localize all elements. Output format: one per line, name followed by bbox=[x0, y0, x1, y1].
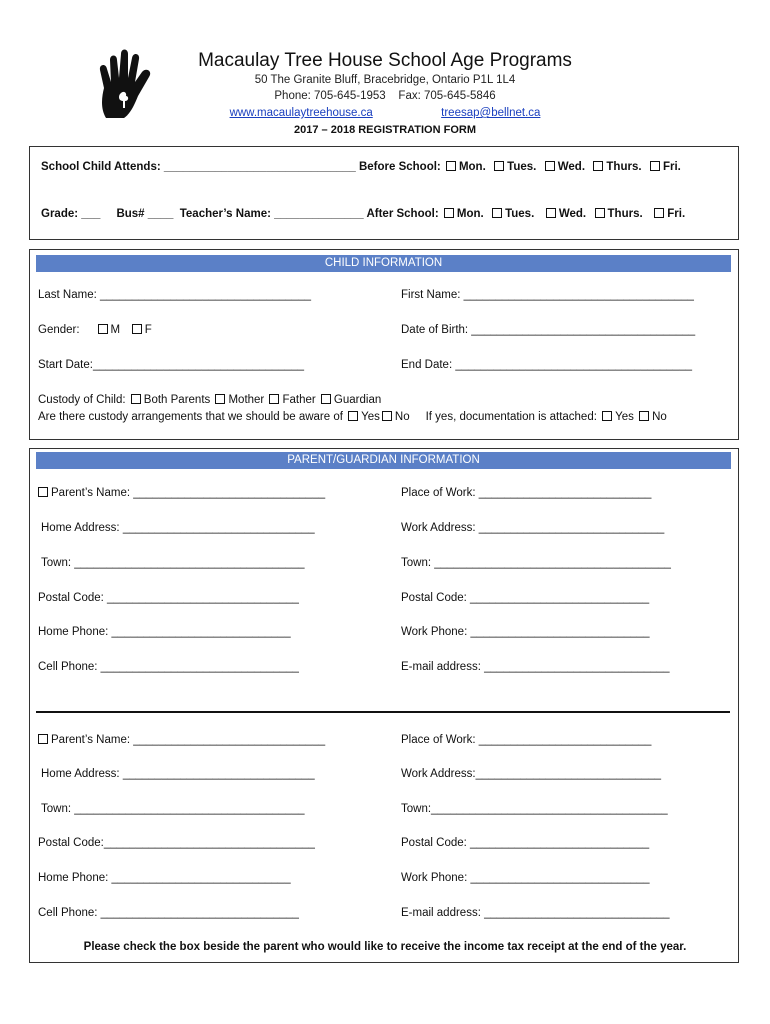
parent1-work-postal-code-field[interactable]: Postal Code: ____________________________ bbox=[401, 592, 650, 604]
arrangements-yes-checkbox[interactable] bbox=[348, 411, 358, 421]
parent-info-heading: PARENT/GUARDIAN INFORMATION bbox=[36, 452, 731, 469]
contact-links bbox=[0, 107, 770, 119]
parent2-place-of-work-field[interactable]: Place of Work: ___________________________ bbox=[401, 734, 652, 746]
school-attends-field[interactable]: School Child Attends: ______________________________ bbox=[41, 161, 356, 173]
custody-label: Custody of Child: bbox=[38, 394, 126, 406]
arrangements-no-checkbox[interactable] bbox=[382, 411, 392, 421]
address-line: 50 The Granite Bluff, Bracebridge, Ontario P1L 1L4 bbox=[254, 74, 516, 86]
before-school-label: Before School: bbox=[358, 161, 441, 173]
parent2-home-address-field[interactable]: Home Address: ______________________________ bbox=[41, 768, 315, 780]
last-name-field[interactable]: Last Name: _________________________________ bbox=[38, 289, 312, 301]
end-date-field[interactable]: End Date: _____________________________________ bbox=[401, 359, 692, 371]
after-tue-checkbox[interactable] bbox=[492, 208, 502, 218]
custody-mother-checkbox[interactable] bbox=[215, 394, 225, 404]
gender-label: Gender: bbox=[38, 324, 80, 336]
gender-row bbox=[38, 324, 152, 336]
parent1-work-phone-field[interactable]: Work Phone: ____________________________ bbox=[401, 626, 650, 638]
school-info-row1 bbox=[41, 161, 681, 173]
parent1-cell-phone-field[interactable]: Cell Phone: _______________________________ bbox=[38, 661, 299, 673]
parent2-name-field[interactable]: Parent’s Name: ______________________________ bbox=[51, 734, 326, 746]
gender-f-label: F bbox=[144, 324, 152, 336]
documentation-yes-checkbox[interactable] bbox=[602, 411, 612, 421]
gender-m-label: M bbox=[110, 324, 121, 336]
school-info-row2 bbox=[41, 208, 685, 220]
parent-separator bbox=[36, 711, 730, 713]
parent1-home-address-field[interactable]: Home Address: ______________________________ bbox=[41, 522, 315, 534]
before-school-days: Mon. Tues. Wed. Thurs. Fri. bbox=[444, 161, 681, 173]
parent2-receipt-checkbox[interactable] bbox=[38, 734, 48, 744]
parent1-work-address-field[interactable]: Work Address: _____________________________ bbox=[401, 522, 665, 534]
after-school-days: Mon. Tues. Wed. Thurs. Fri. bbox=[442, 208, 685, 220]
parent2-home-phone-field[interactable]: Home Phone: ____________________________ bbox=[38, 872, 291, 884]
before-wed-checkbox[interactable] bbox=[545, 161, 555, 171]
gender-f-checkbox[interactable] bbox=[132, 324, 142, 334]
parent2-work-address-field[interactable]: Work Address:_____________________________ bbox=[401, 768, 662, 780]
teacher-field[interactable]: Teacher’s Name: ______________ bbox=[179, 208, 364, 220]
gender-m-checkbox[interactable] bbox=[98, 324, 108, 334]
parent1-postal-code-field[interactable]: Postal Code: ______________________________ bbox=[38, 592, 299, 604]
start-date-field[interactable]: Start Date:_________________________________ bbox=[38, 359, 305, 371]
documentation-no-checkbox[interactable] bbox=[639, 411, 649, 421]
phone-fax-line: Phone: 705-645-1953 Fax: 705-645-5846 bbox=[274, 90, 496, 102]
page-title: Macaulay Tree House School Age Programs bbox=[198, 50, 572, 71]
parent2-work-phone-field[interactable]: Work Phone: ____________________________ bbox=[401, 872, 650, 884]
website-link[interactable]: www.macaulaytreehouse.ca bbox=[229, 107, 373, 119]
after-thu-checkbox[interactable] bbox=[595, 208, 605, 218]
custody-both-checkbox[interactable] bbox=[131, 394, 141, 404]
parent1-email-field[interactable]: E-mail address: _____________________________ bbox=[401, 661, 670, 673]
after-fri-checkbox[interactable] bbox=[654, 208, 664, 218]
parent2-work-town-field[interactable]: Town:_____________________________________ bbox=[401, 803, 668, 815]
custody-guardian-checkbox[interactable] bbox=[321, 394, 331, 404]
bus-field[interactable]: Bus# ____ bbox=[116, 208, 174, 220]
before-fri-checkbox[interactable] bbox=[650, 161, 660, 171]
parent1-town-field[interactable]: Town: ____________________________________ bbox=[41, 557, 305, 569]
parent2-work-postal-code-field[interactable]: Postal Code: ____________________________ bbox=[401, 837, 650, 849]
custody-father-checkbox[interactable] bbox=[269, 394, 279, 404]
parent1-receipt-checkbox[interactable] bbox=[38, 487, 48, 497]
parent1-home-phone-field[interactable]: Home Phone: ____________________________ bbox=[38, 626, 291, 638]
documentation-question: If yes, documentation is attached: bbox=[425, 411, 597, 423]
dob-field[interactable]: Date of Birth: ___________________________________ bbox=[401, 324, 696, 336]
before-mon-checkbox[interactable] bbox=[446, 161, 456, 171]
parent1-name-field[interactable]: Parent’s Name: ______________________________ bbox=[51, 487, 326, 499]
parent2-town-field[interactable]: Town: ____________________________________ bbox=[41, 803, 305, 815]
email-link[interactable]: treesap@bellnet.ca bbox=[441, 107, 541, 119]
parent1-name-row bbox=[38, 487, 325, 499]
custody-row: Custody of Child: Both Parents Mother Father Guardian bbox=[38, 394, 382, 406]
parent1-place-of-work-field[interactable]: Place of Work: ___________________________ bbox=[401, 487, 652, 499]
after-wed-checkbox[interactable] bbox=[546, 208, 556, 218]
parent2-email-field[interactable]: E-mail address: _____________________________ bbox=[401, 907, 670, 919]
parent2-postal-code-field[interactable]: Postal Code:_________________________________ bbox=[38, 837, 315, 849]
grade-field[interactable]: Grade: ___ bbox=[41, 208, 101, 220]
arrangements-row: Are there custody arrangements that we should be aware of Yes No If yes, documentation is attached: Yes No bbox=[38, 411, 667, 423]
form-title: 2017 – 2018 REGISTRATION FORM bbox=[294, 124, 476, 136]
after-school-label: After School: bbox=[366, 208, 439, 220]
parent1-work-town-field[interactable]: Town: _____________________________________ bbox=[401, 557, 671, 569]
before-tue-checkbox[interactable] bbox=[494, 161, 504, 171]
parent2-cell-phone-field[interactable]: Cell Phone: _______________________________ bbox=[38, 907, 299, 919]
arrangements-question: Are there custody arrangements that we should be aware of bbox=[38, 411, 343, 423]
child-info-heading: CHILD INFORMATION bbox=[36, 255, 731, 272]
before-thu-checkbox[interactable] bbox=[593, 161, 603, 171]
parent2-name-row bbox=[38, 734, 325, 746]
after-mon-checkbox[interactable] bbox=[444, 208, 454, 218]
first-name-field[interactable]: First Name: ____________________________________ bbox=[401, 289, 694, 301]
tax-receipt-note: Please check the box beside the parent who would like to receive the income tax receipt at the end of the year. bbox=[83, 941, 687, 953]
